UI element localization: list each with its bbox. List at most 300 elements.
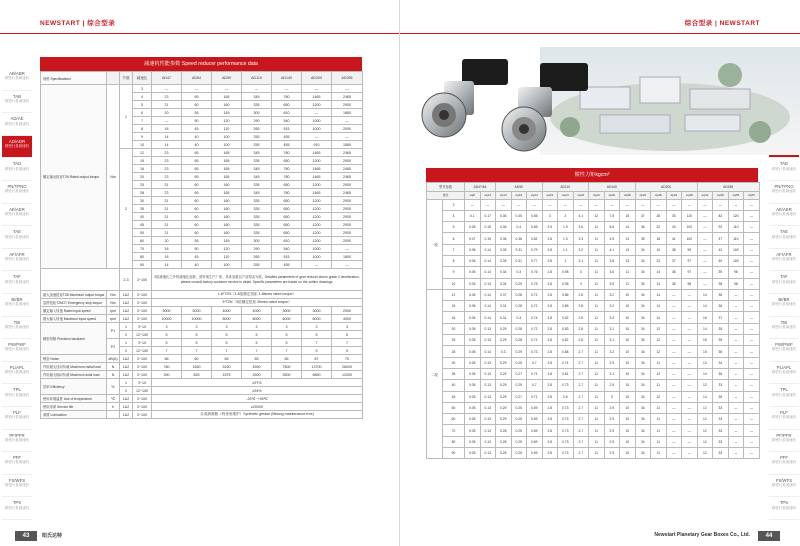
value-cell: 3.1 (604, 323, 620, 334)
table-row (427, 233, 760, 244)
header-model: AD255 (332, 72, 363, 85)
value-cell: 38 (666, 244, 682, 255)
value-cell: 0.82 (527, 233, 543, 244)
value-cell: 21 (152, 181, 182, 189)
value-cell: 60 (182, 205, 212, 213)
value-cell: 11 (589, 414, 605, 425)
company-name-cn: 纽氏达特 (42, 533, 63, 539)
sidebar-item-pw-pwf[interactable] (769, 339, 799, 362)
spec-value: 5000 (182, 307, 212, 315)
backlash-ratio: 12~100 (133, 331, 152, 339)
sidebar-item-tps[interactable] (769, 497, 799, 520)
sidebar-item-pw-pwf[interactable] (2, 339, 32, 362)
value-cell: 0.34 (496, 267, 512, 278)
value-cell: — (511, 199, 527, 210)
sidebar-item-label: PN/TPNO (7, 183, 27, 189)
value-cell: 1.9 (558, 222, 574, 233)
sidebar-item-pf-pfr[interactable] (2, 430, 32, 453)
header-model: AD110 (242, 72, 272, 85)
value-cell: 10 (620, 391, 636, 402)
value-cell: — (744, 391, 760, 402)
header-model: AD47 (152, 72, 182, 85)
performance-table-title: 减速机性能参数 Speed reducer performance data (40, 57, 362, 71)
value-cell: 0.69 (527, 414, 543, 425)
sidebar-item-ab-abr[interactable] (2, 68, 32, 91)
value-cell: 0.05 (465, 380, 481, 391)
efficiency-value: ≥97% (152, 379, 363, 387)
value-cell: 33 (713, 436, 729, 447)
header-stage: 节数 (120, 72, 133, 85)
value-cell: 1800 (332, 253, 363, 261)
value-cell: — (302, 109, 332, 117)
spec-row (41, 363, 363, 371)
value-cell: 34 (635, 267, 651, 278)
value-cell: 255 (242, 261, 272, 269)
value-cell: 290 (242, 245, 272, 253)
sidebar-item-pn-tpno[interactable] (2, 181, 32, 204)
ratio-cell: 15 (133, 157, 152, 165)
value-cell: — (682, 323, 698, 334)
sidebar-item-pff[interactable] (2, 452, 32, 475)
value-cell: 14 (697, 368, 713, 379)
value-cell: 2.8 (542, 368, 558, 379)
spec-ratio: 3~100 (133, 315, 152, 323)
value-cell: 0.05 (465, 402, 481, 413)
ratio-cell: 60 (133, 237, 152, 245)
value-cell: 2.9 (604, 380, 620, 391)
value-cell: 34 (635, 278, 651, 289)
ratio-cell: 4 (133, 93, 152, 101)
value-cell: — (744, 346, 760, 357)
value-cell: 35 (635, 233, 651, 244)
ratio-cell: 5 (443, 222, 465, 233)
sidebar-item-label: TBI (780, 319, 788, 325)
header-shaft: ≤φ38 (620, 191, 636, 199)
value-cell: 1465 (302, 149, 332, 157)
sidebar-item-af-afr[interactable] (769, 249, 799, 272)
value-cell: 0.3 (496, 346, 512, 357)
value-cell: 0.69 (527, 402, 543, 413)
value-cell: 160 (212, 229, 242, 237)
value-cell: — (635, 199, 651, 210)
sidebar-item-tae[interactable] (2, 226, 32, 249)
sidebar-item-label: PL/APL (9, 364, 25, 370)
backlash-value: 5 (272, 331, 302, 339)
sidebar-item-ae-aer[interactable] (769, 204, 799, 227)
value-cell: — (682, 301, 698, 312)
value-cell: 0.36 (496, 210, 512, 221)
value-cell: 0.71 (527, 368, 543, 379)
value-cell: — (682, 199, 698, 210)
value-cell: 0.35 (496, 255, 512, 266)
value-cell: 34 (635, 368, 651, 379)
value-cell: — (744, 267, 760, 278)
sidebar-item-tps[interactable] (2, 497, 32, 520)
value-cell: 0.72 (527, 301, 543, 312)
header-shaft: ≤φ32 (573, 191, 589, 199)
value-cell: 0.14 (480, 312, 496, 323)
backlash-value: 3 (332, 323, 363, 331)
value-cell: 455 (272, 261, 302, 269)
value-cell: 2.7 (573, 414, 589, 425)
sidebar-item-fs-wfs[interactable] (2, 475, 32, 498)
value-cell: — (542, 199, 558, 210)
value-cell: 0.25 (511, 380, 527, 391)
value-cell: 0.07 (465, 233, 481, 244)
value-cell: 18 (152, 253, 182, 261)
value-cell: 10 (620, 323, 636, 334)
value-cell: 3 (542, 210, 558, 221)
sidebar-item-sublabel: 精密行星减速机 (772, 279, 796, 284)
value-cell: 0.73 (558, 402, 574, 413)
sidebar-item-pl-apl[interactable] (2, 362, 32, 385)
value-cell: 0.45 (511, 210, 527, 221)
value-cell: 21 (152, 229, 182, 237)
sidebar-item-sublabel: 精密行星减速机 (5, 505, 29, 510)
value-cell: 650 (272, 157, 302, 165)
value-cell: 0.05 (465, 414, 481, 425)
sidebar-item-sublabel: 精密行星减速机 (772, 211, 796, 216)
value-cell: 34 (635, 335, 651, 346)
value-cell: 3 (573, 278, 589, 289)
table-row (427, 335, 760, 346)
value-cell: 345 (242, 165, 272, 173)
value-cell: 2.8 (542, 301, 558, 312)
value-cell: 0.7 (527, 357, 543, 368)
value-cell: 12 (651, 323, 667, 334)
sidebar-item-ad-adr[interactable] (2, 136, 32, 159)
sidebar-item-ad-ae[interactable] (2, 113, 32, 136)
sidebar-item-tae[interactable] (769, 226, 799, 249)
sidebar-item-sublabel: 精密行星减速机 (5, 211, 29, 216)
ratio-cell: 12 (133, 149, 152, 157)
value-cell: 255 (242, 133, 272, 141)
sidebar-item-label: TPL (780, 387, 788, 393)
value-cell: 37 (713, 312, 729, 323)
value-cell: 47 (713, 233, 729, 244)
sidebar-item-label: TAB (12, 93, 22, 99)
value-cell: 120 (728, 210, 744, 221)
ratio-cell: 4 (443, 210, 465, 221)
right-header-rule (400, 33, 800, 34)
value-cell: 2.8 (542, 402, 558, 413)
spec-unit: dB(A) (108, 356, 118, 361)
value-cell: 45 (182, 253, 212, 261)
backlash-value: 9 (302, 347, 332, 355)
sidebar-item-plf[interactable] (2, 407, 32, 430)
value-cell: 23 (152, 93, 182, 101)
value-cell: 0.05 (465, 368, 481, 379)
value-cell: — (744, 380, 760, 391)
sidebar-item-pn-tpno[interactable] (769, 181, 799, 204)
sidebar-item-sublabel: 精密行星减速机 (5, 324, 29, 329)
sidebar-item-sublabel: 精密行星减速机 (5, 257, 29, 262)
value-cell: — (666, 346, 682, 357)
value-cell: 35 (713, 323, 729, 334)
value-cell: 12 (697, 414, 713, 425)
spec-value: 65 (242, 355, 272, 363)
value-cell: 34 (635, 436, 651, 447)
header-shaft: ≤φ48 (682, 191, 698, 199)
value-cell: 650 (272, 197, 302, 205)
value-cell: — (682, 357, 698, 368)
sidebar-item-label: PF/PFR (776, 432, 792, 438)
value-cell: 0.3 (511, 312, 527, 323)
value-cell: 34 (635, 312, 651, 323)
value-cell: 0.06 (465, 289, 481, 300)
value-cell: 14 (697, 301, 713, 312)
value-cell: 11 (651, 448, 667, 459)
spec-value: 3500 (272, 371, 302, 379)
value-cell: 0.08 (465, 222, 481, 233)
value-cell: 34 (635, 402, 651, 413)
value-cell: 11 (589, 425, 605, 436)
backlash-ratio: 12~100 (133, 347, 152, 355)
header-model: AD140 (272, 72, 302, 85)
value-cell: 38 (713, 278, 729, 289)
value-cell: 100 (682, 222, 698, 233)
value-cell: 1200 (302, 157, 332, 165)
value-cell: 16 (697, 312, 713, 323)
spec-ratio: 3~100 (133, 371, 152, 379)
value-cell: — (465, 199, 481, 210)
backlash-value: 3 (242, 323, 272, 331)
value-cell: 0.25 (511, 357, 527, 368)
spec-unit: h (107, 403, 120, 411)
sidebar-item-tpl[interactable] (769, 384, 799, 407)
spec-stage: 1&2 (120, 307, 133, 315)
value-cell: 2.8 (573, 289, 589, 300)
value-cell: — (697, 222, 713, 233)
sidebar-item-label: TPS (779, 500, 789, 506)
value-cell: 100 (212, 133, 242, 141)
value-cell: 0.35 (496, 244, 512, 255)
sidebar-item-bi-br[interactable] (2, 294, 32, 317)
header-shaft: ≤φ24 (527, 191, 543, 199)
table-row (427, 402, 760, 413)
sidebar-item-bi-br[interactable] (769, 294, 799, 317)
value-cell: 1.3 (558, 233, 574, 244)
value-cell: 100 (728, 244, 744, 255)
sidebar-item-sublabel: 精密行星减速机 (5, 121, 29, 126)
value-cell: — (589, 199, 605, 210)
value-cell: 11 (589, 368, 605, 379)
value-cell: — (666, 335, 682, 346)
spec-stage: 1&2 (120, 299, 133, 307)
value-cell: 11 (589, 267, 605, 278)
value-cell: 0.29 (496, 414, 512, 425)
efficiency-value: ≥94% (152, 387, 363, 395)
spec-unit: Nm (107, 299, 120, 307)
value-cell: 0.92 (558, 312, 574, 323)
value-cell: 2.9 (604, 448, 620, 459)
torque-unit: Nm (107, 85, 120, 269)
header-shaft: ≤φ19 (511, 191, 527, 199)
ratio-cell: 35 (133, 205, 152, 213)
header-ratio: 速比 (427, 191, 465, 199)
value-cell: 0.14 (480, 244, 496, 255)
sidebar-item-label: TAF (780, 274, 788, 280)
table-row (427, 278, 760, 289)
sidebar-item-ae-aer[interactable] (2, 204, 32, 227)
spec-row (41, 307, 363, 315)
sidebar-item-tpl[interactable] (2, 384, 32, 407)
value-cell: 18 (152, 125, 182, 133)
sidebar-item-pl-apl[interactable] (769, 362, 799, 385)
value-cell: — (527, 199, 543, 210)
value-cell: 455 (272, 141, 302, 149)
value-cell: 34 (635, 255, 651, 266)
backlash-value: 5 (332, 331, 363, 339)
sidebar-item-tbi[interactable] (2, 317, 32, 340)
value-cell: — (744, 289, 760, 300)
value-cell: — (152, 85, 182, 93)
company-name-en: Newstart Planetary Gear Boxes Co., Ltd. (654, 532, 750, 538)
value-cell: — (682, 402, 698, 413)
value-cell: 2.8 (542, 289, 558, 300)
value-cell: 50 (182, 245, 212, 253)
value-cell: 650 (272, 205, 302, 213)
value-cell: 11 (589, 289, 605, 300)
sidebar-item-sublabel: 精密行星减速机 (5, 415, 29, 420)
ratio-cell: 40 (443, 380, 465, 391)
value-cell: — (666, 368, 682, 379)
value-cell: 40 (182, 261, 212, 269)
sidebar-item-taf[interactable] (2, 271, 32, 294)
sidebar-item-tad[interactable] (2, 158, 32, 181)
backlash-value: 3 (152, 323, 182, 331)
value-cell: 10 (620, 357, 636, 368)
spec-ratio: 3~100 (133, 307, 152, 315)
value-cell: — (666, 436, 682, 447)
value-cell: 165 (212, 189, 242, 197)
ratio-cell: 45 (133, 221, 152, 229)
spec-span: ≥20000 (152, 403, 363, 411)
value-cell: 12 (651, 346, 667, 357)
spec-value: 4000 (212, 307, 242, 315)
value-cell: — (332, 85, 363, 93)
page-number-left: 43 (15, 531, 37, 541)
value-cell: 0.14 (480, 289, 496, 300)
value-cell: — (744, 244, 760, 255)
value-cell: 12 (697, 436, 713, 447)
backlash-grade: P1 (107, 323, 120, 339)
ratio-cell: 20 (443, 323, 465, 334)
value-cell: — (182, 85, 212, 93)
sidebar-item-af-afr[interactable] (2, 249, 32, 272)
value-cell: 2.8 (573, 335, 589, 346)
spec-stage: 1&2 (120, 411, 133, 419)
value-cell: 36 (713, 346, 729, 357)
value-cell: 10 (620, 436, 636, 447)
value-cell: 165 (212, 149, 242, 157)
value-cell: 2.9 (604, 425, 620, 436)
value-cell: 0.31 (511, 255, 527, 266)
value-cell: 10 (620, 380, 636, 391)
spec-value: 8000 (242, 315, 272, 323)
value-cell: 13 (620, 233, 636, 244)
sidebar-item-tad[interactable] (769, 158, 799, 181)
value-cell: 0.17 (480, 210, 496, 221)
value-cell: 0.72 (527, 289, 543, 300)
value-cell: 2465 (332, 189, 363, 197)
sidebar-item-label: BI/BR (778, 296, 790, 302)
sidebar-item-fs-wfs[interactable] (769, 475, 799, 498)
value-cell: 455 (272, 133, 302, 141)
value-cell: 3.3 (573, 233, 589, 244)
value-cell: 0.4 (511, 222, 527, 233)
value-cell: 2.7 (573, 448, 589, 459)
sidebar-item-sublabel: 精密行星减速机 (772, 347, 796, 352)
value-cell: 11 (589, 323, 605, 334)
value-cell: 37 (635, 210, 651, 221)
value-cell: 0.06 (465, 267, 481, 278)
spec-label: 润滑 Lubrication (41, 411, 107, 419)
value-cell: — (666, 357, 682, 368)
value-cell: 3.5 (604, 278, 620, 289)
sidebar-item-label: TAD (12, 161, 22, 167)
value-cell: 100 (212, 261, 242, 269)
ratio-cell: 80 (443, 436, 465, 447)
sidebar-item-plf[interactable] (769, 407, 799, 430)
table-row (41, 85, 363, 93)
value-cell: 14 (152, 133, 182, 141)
value-cell: 36 (713, 301, 729, 312)
sidebar-item-pff[interactable] (769, 452, 799, 475)
spec-row (41, 371, 363, 379)
value-cell: 21 (152, 101, 182, 109)
value-cell: 13 (697, 357, 713, 368)
value-cell: 14 (697, 391, 713, 402)
value-cell: 0.95 (558, 278, 574, 289)
sidebar-item-taf[interactable] (769, 271, 799, 294)
sidebar-item-pf-pfr[interactable] (769, 430, 799, 453)
spec-ratio: 3~100 (133, 403, 152, 411)
left-sidebar (2, 68, 32, 520)
header-group: AD255 (697, 183, 759, 192)
sidebar-item-sublabel: 精密行星减速机 (772, 189, 796, 194)
value-cell: 21 (152, 197, 182, 205)
value-cell: 98 (728, 278, 744, 289)
value-cell: 540 (272, 117, 302, 125)
value-cell: 40 (182, 133, 212, 141)
ratio-cell: 7 (133, 117, 152, 125)
left-header: NEWSTART | 综合型录 (40, 20, 116, 27)
sidebar-item-label: TAF (13, 274, 21, 280)
value-cell: 14 (651, 289, 667, 300)
value-cell: 2.7 (573, 436, 589, 447)
value-cell: 0.29 (511, 346, 527, 357)
sidebar-item-label: TAE (12, 229, 22, 235)
value-cell: 0.06 (465, 301, 481, 312)
sidebar-item-label: FS/WFS (8, 477, 26, 483)
note-spacer (41, 269, 120, 291)
value-cell: 1200 (302, 181, 332, 189)
value-cell: 650 (272, 221, 302, 229)
value-cell: 96 (682, 278, 698, 289)
value-cell: 2.9 (604, 357, 620, 368)
value-cell: 2.8 (542, 414, 558, 425)
value-cell: 100 (212, 141, 242, 149)
backlash-value: 3 (272, 323, 302, 331)
sidebar-item-tbi[interactable] (769, 317, 799, 340)
value-cell: 2.8 (573, 312, 589, 323)
note-stage: 2-3 (120, 269, 133, 291)
value-cell: — (666, 448, 682, 459)
sidebar-item-tab[interactable] (2, 91, 32, 114)
value-cell: — (666, 414, 682, 425)
efficiency-row (41, 379, 363, 387)
